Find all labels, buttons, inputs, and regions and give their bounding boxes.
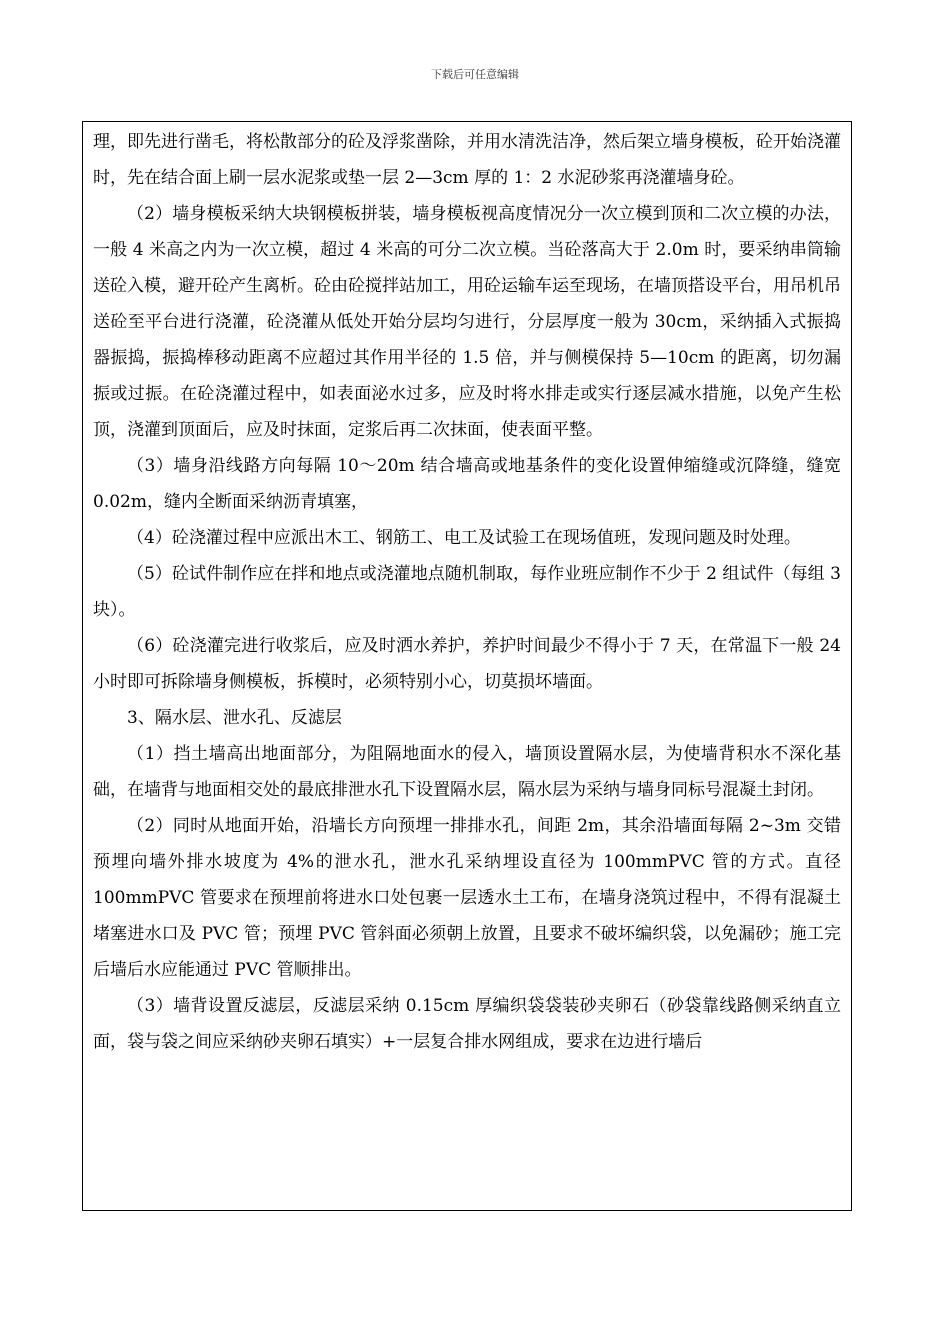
paragraph-waterproof-layer: （1）挡土墙高出地面部分，为阻隔地面水的侵入，墙顶设置隔水层，为使墙背积水不深化基础，在墙背与地面相交处的最底排泄水孔下设置隔水层，隔水层为采纳与墙身同标号混凝土封闭。 <box>93 744 841 800</box>
paragraph-formwork: （2）墙身模板采纳大块钢模板拼装，墙身模板视高度情况分一次立模到顶和二次立模的办法，一般 4 米高之内为一次立模，超过 4 米高的可分二次立模。当砼落高大于 2.0m 时，要采纳串筒输送砼入模，避开砼产生离析。砼由砼搅拌站加工，用砼运输车运至现场，在墙顶搭设平台，用吊机吊送砼至平台进行浇灌，砼浇灌从低处开始分层均匀进行，分层厚度一般为 30cm，采纳插入式振捣器振捣，振捣棒移动距离不应超过其作用半径的 1.5 倍，并与侧模保持 5—10cm 的距离，切勿漏振或过振。在砼浇灌过程中，如表面泌水过多，应及时将水排走或实行逐层减水措施，以免产生松顶，浇灌到顶面后，应及时抹面，定浆后再二次抹面，使表面平整。 <box>93 204 841 440</box>
document-body <box>83 122 851 1060</box>
paragraph-curing: （6）砼浇灌完进行收浆后，应及时洒水养护，养护时间最少不得小于 7 天，在常温下一般 24 小时即可拆除墙身侧模板，拆模时，必须特别小心，切莫损坏墙面。 <box>93 636 841 692</box>
document-frame <box>82 121 852 1211</box>
section-heading: 3、隔水层、泄水孔、反滤层 <box>127 708 342 728</box>
paragraph-expansion-joint: （3）墙身沿线路方向每隔 10～20m 结合墙高或地基条件的变化设置伸缩缝或沉降缝，缝宽 0.02m，缝内全断面采纳沥青填塞， <box>93 456 841 512</box>
page-header: 下载后可任意编辑 <box>431 68 519 81</box>
paragraph-test-specimen: （5）砼试件制作应在拌和地点或浇灌地点随机制取，每作业班应制作不少于 2 组试件（每组 3 块）。 <box>93 564 841 620</box>
paragraph-drain-holes: （2）同时从地面开始，沿墙长方向预埋一排排水孔，间距 2m，其余沿墙面每隔 2~3m 交错预埋向墙外排水坡度为 4%的泄水孔，泄水孔采纳埋设直径为 100mmPVC 管的方式。直径 100mmPVC 管要求在预埋前将进水口处包裹一层透水土工布，在墙身浇筑过程中，不得有混凝土堵塞进水口及 PVC 管；预埋 PVC 管斜面必须朝上放置，且要求不破坏编织袋，以免漏砂；施工完后墙后水应能通过 PVC 管顺排出。 <box>93 816 841 980</box>
paragraph-continuation: 理，即先进行凿毛，将松散部分的砼及浮浆凿除，并用水清洗洁净，然后架立墙身模板，砼开始浇灌时，先在结合面上刷一层水泥浆或垫一层 2—3cm 厚的 1：2 水泥砂浆再浇灌墙身砼。 <box>93 132 841 188</box>
paragraph-filter-layer: （3）墙背设置反滤层，反滤层采纳 0.15cm 厚编织袋袋装砂夹卵石（砂袋靠线路侧采纳直立面，袋与袋之间应采纳砂夹卵石填实）+一层复合排水网组成，要求在边进行墙后 <box>93 996 841 1052</box>
paragraph-on-duty: （4）砼浇灌过程中应派出木工、钢筋工、电工及试验工在现场值班，发现问题及时处理。 <box>127 528 801 548</box>
